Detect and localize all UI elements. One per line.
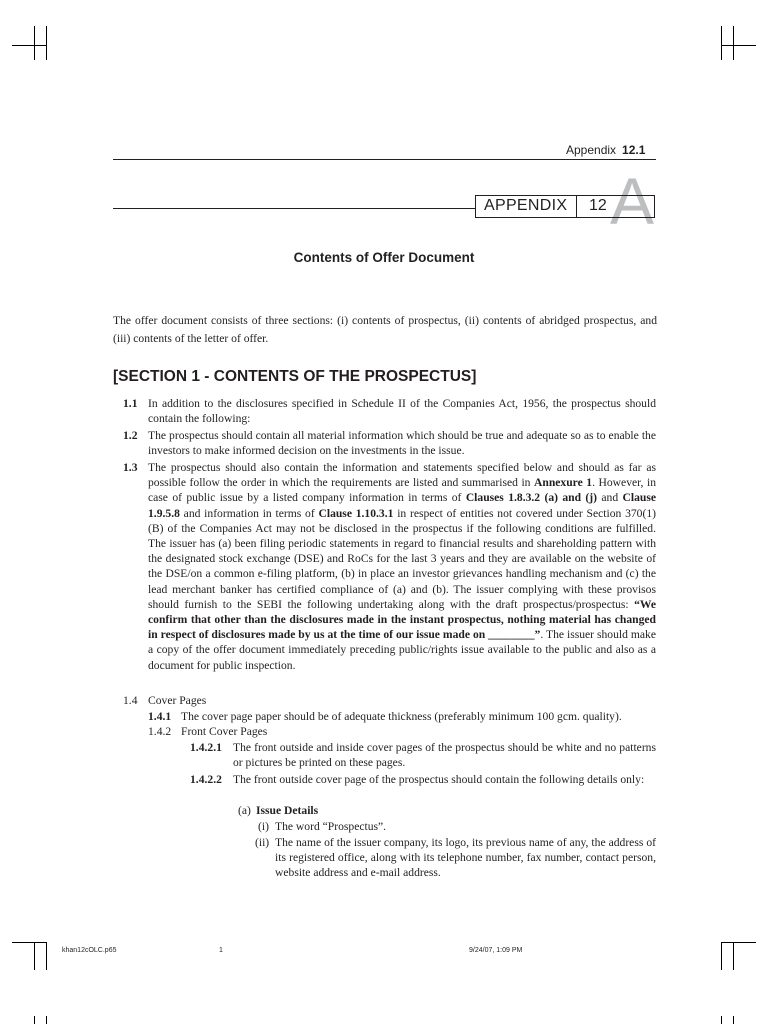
paragraph-1-4-2: Front Cover Pages <box>181 725 268 738</box>
crop-mark <box>722 45 756 46</box>
crop-mark <box>12 942 46 943</box>
running-head <box>566 143 645 157</box>
crop-mark <box>34 1016 35 1024</box>
paragraph-ii: The name of the issuer company, its logo, its previous name of any, the address of its registered office, along with its telephone number, fax number, contact person, website address and e-mail address. <box>275 836 656 880</box>
paragraph-1-2: The prospectus should contain all material information which should be true and adequate so as to enable the investors to make informed decision on the investments in the issue. <box>148 429 656 458</box>
paragraph-1-3-text: and <box>597 491 623 505</box>
paragraph-1-3 <box>148 460 656 673</box>
footer-page-number: 1 <box>219 947 223 954</box>
item-number: 1.4 <box>123 694 138 707</box>
item-number: 1.4.2 <box>148 725 172 738</box>
annexure-ref: Annexure 1 <box>534 476 593 490</box>
item-number: 1.4.1 <box>148 710 172 723</box>
item-number: 1.4.2.2 <box>190 773 222 786</box>
appendix-label: APPENDIX <box>484 197 568 214</box>
crop-mark <box>34 942 35 970</box>
crop-mark <box>721 26 722 60</box>
section-heading: [SECTION 1 - CONTENTS OF THE PROSPECTUS] <box>113 368 477 385</box>
paragraph-1-1: In addition to the disclosures specified in Schedule II of the Companies Act, 1956, the prospectus should contain the following: <box>148 397 656 426</box>
header-rule <box>113 159 656 160</box>
paragraph-i: The word “Prospectus”. <box>275 820 387 833</box>
item-number: (i) <box>258 820 269 833</box>
item-number: (a) <box>238 804 251 817</box>
paragraph-1-3-text: and information in terms of <box>179 506 319 520</box>
item-number: 1.2 <box>123 429 138 442</box>
paragraph-1-3-text: in respect of entities not covered under Section 370(1)(B) of the Companies Act may not be disclosed in the prospectus if the following conditions are fulfilled. The issuer has (a) been filing periodic statements in regard to financial results and shareholding pattern with the designated stock exchange (DSE) and RoCs for the last 3 years and they are available on the website of the DSE/on a common e-filing platform, (b) in place an investor grievances handling mechanism and (c) the lead merchant banker has certified compliance of (a) and (b). The issuer complying with these provisos should furnish to the SEBI the following undertaking along with the draft prospectus/prospectus: <box>148 506 656 611</box>
appendix-rule <box>113 208 476 209</box>
crop-mark <box>34 26 35 60</box>
intro-paragraph: The offer document consists of three sections: (i) contents of prospectus, (ii) contents of abridged prospectus, and (iii) contents of the letter of offer. <box>113 314 657 345</box>
document-title: Contents of Offer Document <box>293 250 475 265</box>
crop-mark <box>733 26 734 60</box>
footer-filename: khan12cOLC.p65 <box>62 947 117 954</box>
paragraph-1-4-2-2: The front outside cover page of the prospectus should contain the following details only: <box>233 773 645 786</box>
crop-mark <box>733 1016 734 1024</box>
crop-mark <box>12 45 46 46</box>
appendix-number: 12 <box>589 197 607 214</box>
item-number: 1.1 <box>123 397 138 410</box>
paragraph-1-3-text: . The issuer should make a copy of the offer document immediately preceding public/rights issue available to the public and also as a document for public inspection. <box>148 628 656 672</box>
footer-timestamp: 9/24/07, 1:09 PM <box>469 947 523 954</box>
crop-mark <box>722 942 756 943</box>
item-number: 1.3 <box>123 461 138 474</box>
paragraph-1-3-text: The prospectus should also contain the information and statements specified below and should as far as possible follow the order in which the requirements are listed and summarised in <box>148 461 656 490</box>
paragraph-1-4-2-1: The front outside and inside cover pages of the prospectus should be white and no patterns or pictures be printed on these pages. <box>233 741 656 770</box>
appendix-box-divider <box>576 196 577 217</box>
crop-mark <box>733 942 734 970</box>
crop-mark <box>46 942 47 970</box>
issue-details-heading: Issue Details <box>256 804 319 817</box>
crop-mark <box>46 26 47 60</box>
clause-ref: Clause 1.9.5.8 <box>148 491 656 520</box>
paragraph-1-4: Cover Pages <box>148 694 207 707</box>
clause-ref: Clause 1.10.3.1 <box>318 506 394 520</box>
clause-ref: Clauses 1.8.3.2 (a) and (j) <box>465 491 597 505</box>
crop-mark <box>721 1016 722 1024</box>
running-head-label: Appendix <box>566 143 617 157</box>
undertaking-quote: “We confirm that other than the disclosures made in the instant prospectus, nothing material has changed in respect of disclosures made by us at the time of our issue made on ________” <box>148 597 656 642</box>
running-head-number: 12.1 <box>622 143 646 157</box>
paragraph-1-3-text: . However, in case of public issue by a listed company information in terms of <box>148 476 656 505</box>
appendix-letter: A <box>610 164 655 238</box>
crop-mark <box>46 1016 47 1024</box>
item-number: 1.4.2.1 <box>190 741 222 754</box>
paragraph-1-4-1: The cover page paper should be of adequate thickness (preferably minimum 100 gcm. quality). <box>181 710 622 723</box>
item-number: (ii) <box>255 836 270 849</box>
crop-mark <box>721 942 722 970</box>
